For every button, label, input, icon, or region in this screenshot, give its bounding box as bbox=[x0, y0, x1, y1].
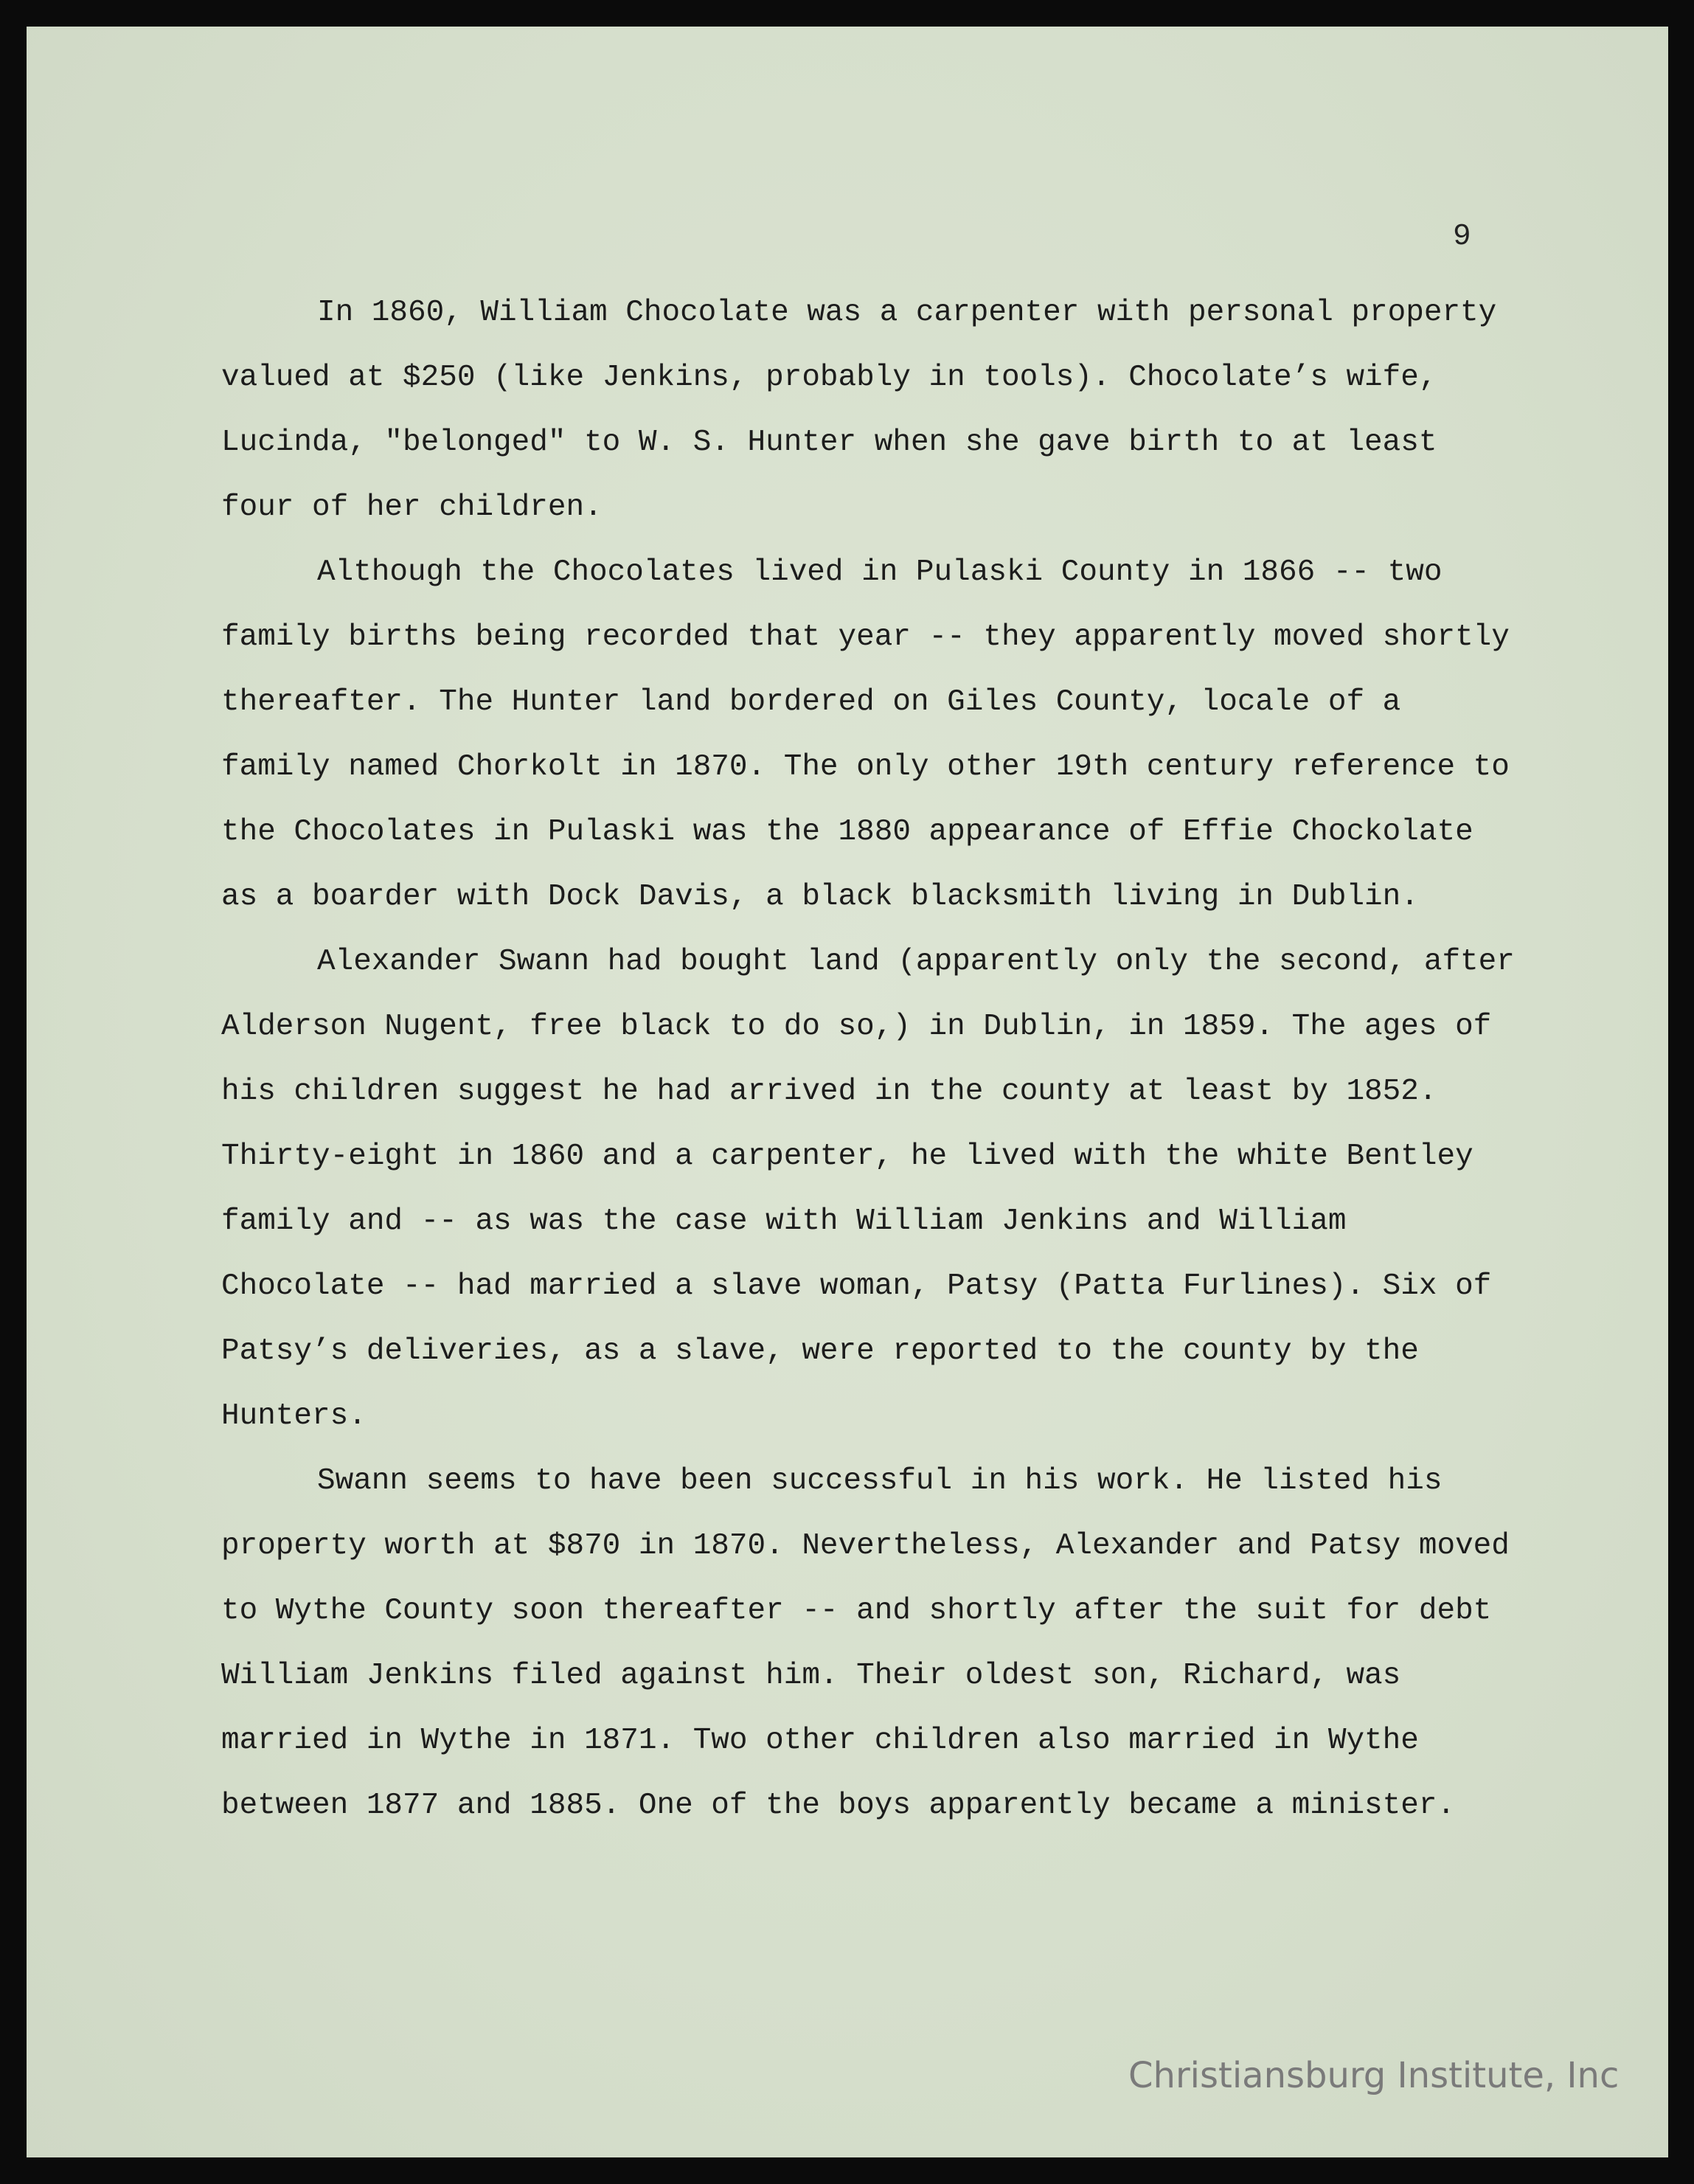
page-number: 9 bbox=[1453, 220, 1471, 254]
paragraph-2: Although the Chocolates lived in Pulaski County in 1866 -- two family births being recorded that year -- they apparently moved shortly thereafter. The Hunter land bordered on Giles County, locale of a family named Chorkolt in 1870. The only other 19th century reference to the Chocolates in Pulaski was the 1880 appearance of Effie Chockolate as a boarder with Dock Davis, a black blacksmith living in Dublin. bbox=[221, 555, 1510, 914]
paragraph-1: In 1860, William Chocolate was a carpenter with personal property valued at $250 (like Jenkins, probably in tools). Chocolate’s wife, Lucinda, "belonged" to W. S. Hunter when she gave birth to at least four of her children. bbox=[221, 296, 1497, 524]
document-body bbox=[221, 280, 1519, 1838]
paragraph-3: Alexander Swann had bought land (apparently only the second, after Alderson Nugent, free black to do so,) in Dublin, in 1859. The ages of his children suggest he had arrived in the county at least by 1852. Thirty-eight in 1860 and a carpenter, he lived with the white Bentley family and -- as was the case with William Jenkins and William Chocolate -- had married a slave woman, Patsy (Patta Furlines). Six of Patsy’s deliveries, as a slave, were reported to the county by the Hunters. bbox=[221, 945, 1515, 1433]
paragraph-4: Swann seems to have been successful in his work. He listed his property worth at $870 in 1870. Nevertheless, Alexander and Patsy moved to Wythe County soon thereafter -- and shortly after the suit for debt William Jenkins filed against him. Their oldest son, Richard, was married in Wythe in 1871. Two other children also married in Wythe between 1877 and 1885. One of the boys apparently became a minister. bbox=[221, 1464, 1510, 1823]
watermark: Christiansburg Institute, Inc bbox=[1128, 2055, 1620, 2096]
